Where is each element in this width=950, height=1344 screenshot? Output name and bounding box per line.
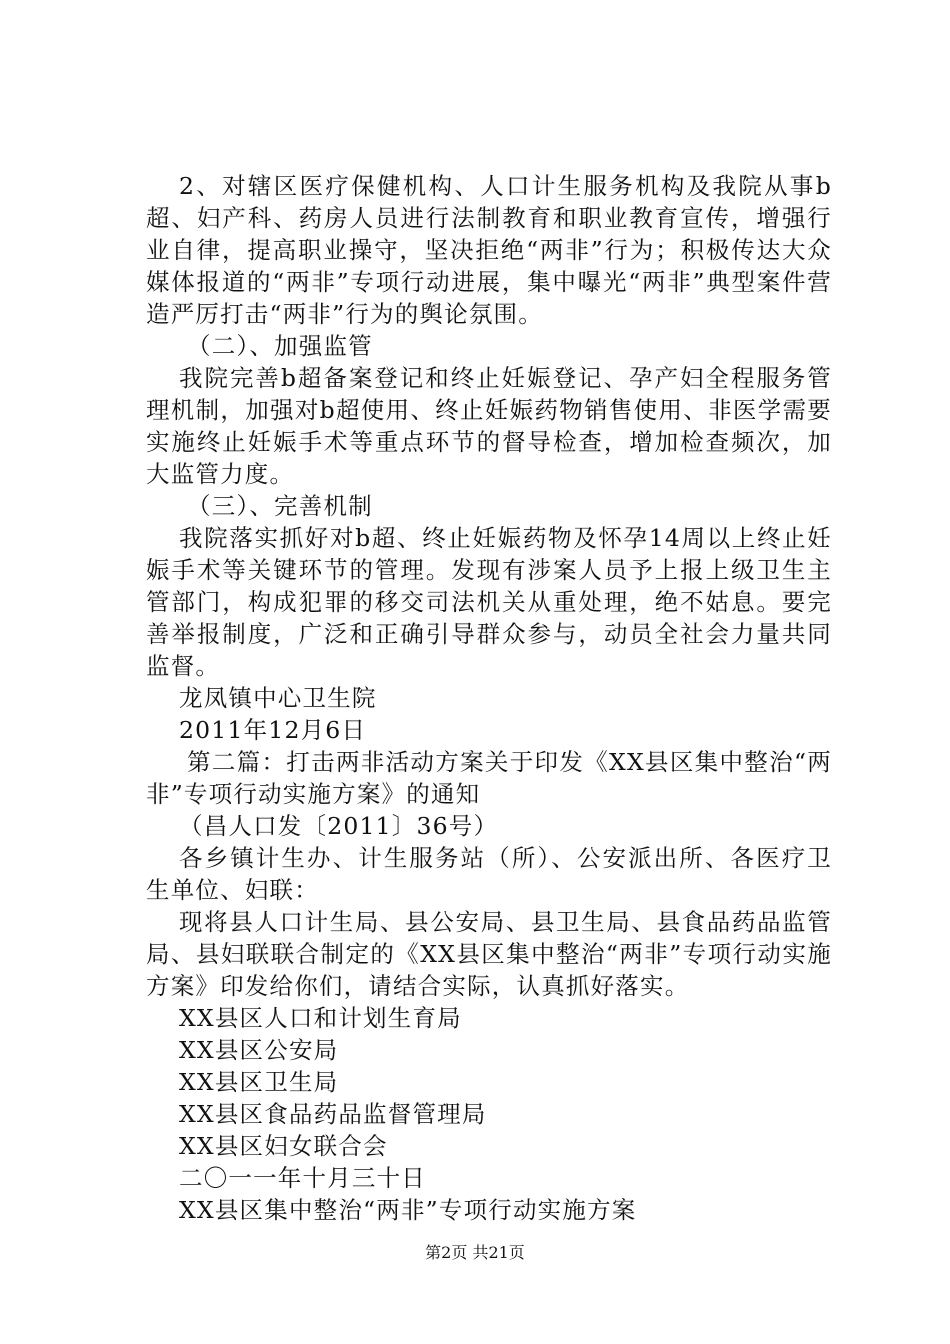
section-heading-supervision: （二）、加强监管 [187, 332, 373, 360]
document-body [146, 170, 832, 1226]
chapter-title: 第二篇：打击两非活动方案关于印发《XX县区集中整治“两非”专项行动实施方案》的通知 [146, 748, 832, 808]
signature-hospital: 龙凤镇中心卫生院 [179, 684, 377, 712]
issue-date: 二〇一一年十月三十日 [179, 1164, 426, 1192]
plan-title: XX县区集中整治“两非”专项行动实施方案 [179, 1196, 637, 1224]
signature-date: 2011年12月6日 [179, 716, 367, 744]
issuer-public-security-bureau: XX县区公安局 [179, 1036, 339, 1064]
issuer-womens-federation: XX县区妇女联合会 [179, 1132, 388, 1160]
issuer-health-bureau: XX县区卫生局 [179, 1068, 339, 1096]
paragraph-notice: 现将县人口计生局、县公安局、县卫生局、县食品药品监管局、县妇联联合制定的《XX县区集中整治“两非”专项行动实施方案》印发给你们，请结合实际，认真抓好落实。 [146, 908, 832, 1000]
paragraph-supervision: 我院完善b超备案登记和终止妊娠登记、孕产妇全程服务管理机制，加强对b超使用、终止妊娠药物销售使用、非医学需要实施终止妊娠手术等重点环节的督导检查，增加检查频次，加大监管力度。 [146, 364, 832, 488]
addressees: 各乡镇计生办、计生服务站（所）、公安派出所、各医疗卫生单位、妇联： [146, 844, 832, 904]
paragraph-mechanism: 我院落实抓好对b超、终止妊娠药物及怀孕14周以上终止妊娠手术等关键环节的管理。发现有涉案人员予上报上级卫生主管部门，构成犯罪的移交司法机关从重处理，绝不姑息。要完善举报制度，广泛和正确引导群众参与，动员全社会力量共同监督。 [146, 524, 832, 680]
document-number: （昌人口发〔2011〕36号） [179, 812, 499, 840]
issuer-food-drug-bureau: XX县区食品药品监督管理局 [179, 1100, 487, 1128]
issuer-family-planning-bureau: XX县区人口和计划生育局 [179, 1004, 462, 1032]
section-heading-mechanism: （三）、完善机制 [187, 492, 373, 520]
page-number-footer: 第2页 共21页 [425, 1243, 525, 1262]
paragraph-education: 2、对辖区医疗保健机构、人口计生服务机构及我院从事b超、妇产科、药房人员进行法制教育和职业教育宣传，增强行业自律，提高职业操守，坚决拒绝“两非”行为；积极传达大众媒体报道的“两非”专项行动进展，集中曝光“两非”典型案件营造严厉打击“两非”行为的舆论氛围。 [146, 172, 832, 328]
